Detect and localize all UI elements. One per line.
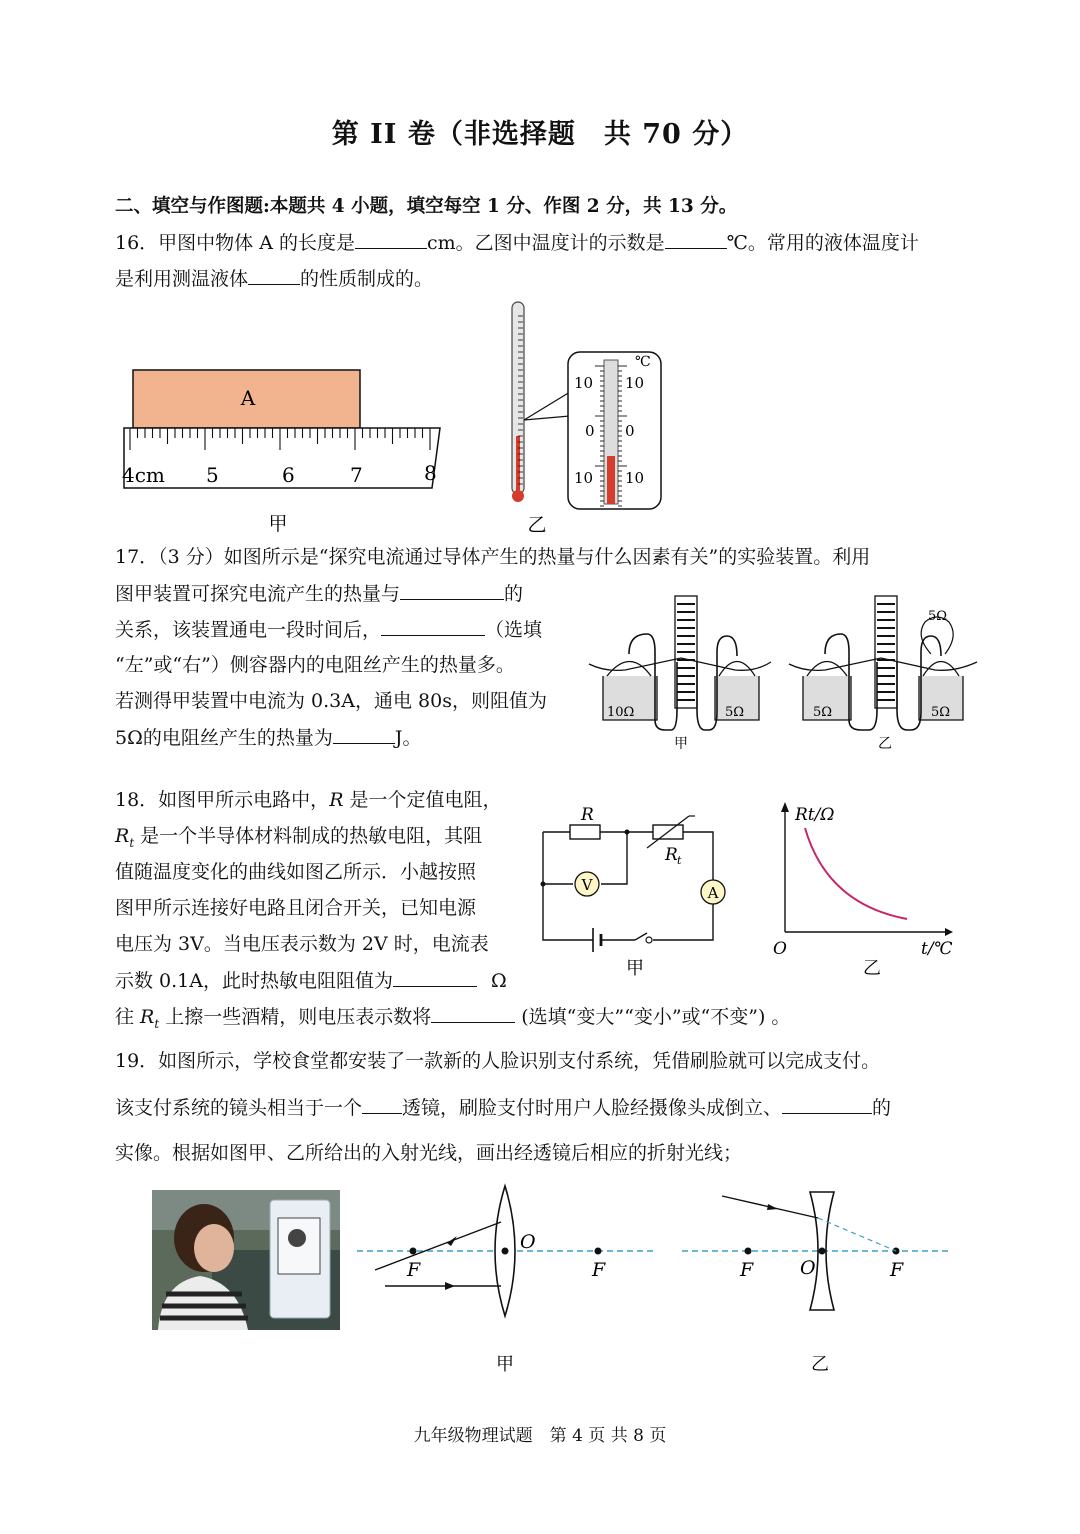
page-title: 第 II 卷（非选择题 共 70 分）	[331, 119, 749, 150]
heat-apparatus-figure	[585, 592, 980, 757]
lens-b-caption: 乙	[811, 1354, 829, 1375]
face-payment-photo	[152, 1190, 340, 1330]
circuit-figure	[535, 800, 735, 980]
rt-graph	[765, 800, 955, 980]
ruler-label-4: 4cm	[122, 463, 165, 487]
label-r: R	[581, 805, 594, 825]
concave-lens-figure	[680, 1180, 960, 1380]
svg-text:10: 10	[625, 469, 645, 487]
q19-line2: 该支付系统的镜头相当于一个 透镜，刷脸支付时用户人脸经摄像头成倒立、 的	[115, 1097, 892, 1119]
lens-a-caption: 甲	[496, 1354, 514, 1375]
q18-line6: 示数 0.1A，此时热敏电阻阻值为 Ω	[115, 970, 507, 992]
svg-text:t: t	[677, 854, 682, 867]
graph-ylabel: Rt/Ω	[795, 805, 835, 825]
q18-line2: $R_t$ 是一个半导体材料制成的热敏电阻，其阻	[115, 825, 483, 850]
graph-origin: O	[773, 939, 787, 959]
q18-blank-voltage[interactable]	[431, 1004, 515, 1023]
graph-caption: 乙	[863, 958, 881, 979]
circuit-caption: 甲	[626, 958, 644, 979]
q18-line7: 往 $R_t$ 上擦一些酒精，则电压表示数将 (选填“变大”“变小”或“不变”) 。	[115, 1006, 791, 1031]
svg-text:A: A	[707, 884, 719, 902]
apparatus-b	[789, 596, 977, 752]
apparatus-a-left: 10Ω	[607, 705, 635, 720]
apparatus-a-right: 5Ω	[725, 705, 745, 720]
q16-line2: 是利用测温液体 的性质制成的。	[115, 268, 434, 290]
apparatus-a-caption: 甲	[674, 736, 688, 752]
q16-blank-length[interactable]	[355, 230, 427, 249]
label-rt: R	[665, 845, 678, 865]
q16-blank-temp[interactable]	[665, 230, 727, 249]
q16-line1: 16．甲图中物体 A 的长度是 cm。乙图中温度计的示数是 ℃。常用的液体温度计	[115, 232, 919, 254]
svg-text:V: V	[581, 876, 593, 894]
q19-line1: 19．如图所示，学校食堂都安装了一款新的人脸识别支付系统，凭借刷脸就可以完成支付。	[115, 1050, 881, 1072]
page-footer: 九年级物理试题 第 4 页 共 8 页	[413, 1426, 667, 1446]
convex-lens-figure	[355, 1180, 655, 1380]
graph-xlabel: t/℃	[921, 939, 953, 959]
svg-text:10: 10	[574, 374, 594, 392]
apparatus-b-right: 5Ω	[931, 705, 951, 720]
q19-blank-lens[interactable]	[362, 1095, 402, 1114]
lens-b-o: O	[800, 1257, 816, 1279]
ruler-label-5: 5	[206, 463, 219, 487]
q19-line3: 实像。根据如图甲、乙所给出的入射光线，画出经透镜后相应的折射光线；	[115, 1142, 743, 1164]
q18-blank-resistance[interactable]	[393, 968, 477, 987]
lens-b-f-left: F	[740, 1259, 754, 1281]
svg-text:0: 0	[585, 422, 595, 440]
ruler-label-7: 7	[350, 463, 363, 487]
svg-text:10: 10	[625, 374, 645, 392]
apparatus-a	[589, 596, 771, 752]
apparatus-b-top: 5Ω	[928, 609, 948, 624]
lens-a-f-left: F	[407, 1259, 421, 1281]
q17-line6: 5Ω的电阻丝产生的热量为 J。	[115, 727, 422, 749]
q18-line3: 值随温度变化的曲线如图乙所示．小越按照	[115, 861, 477, 883]
q18-line5: 电压为 3V。当电压表示数为 2V 时，电流表	[115, 933, 489, 955]
resistor-r	[570, 825, 600, 839]
lens-a-o: O	[520, 1231, 536, 1253]
incident-ray-1	[375, 1222, 501, 1270]
object-a-label: A	[240, 386, 256, 410]
q17-line4: “左”或“右”）侧容器内的电阻丝产生的热量多。	[115, 654, 515, 676]
q19-blank-image[interactable]	[782, 1095, 872, 1114]
q17-blank-side[interactable]	[381, 617, 485, 636]
ruler-caption: 甲	[268, 513, 288, 535]
q18-line4: 图甲所示连接好电路且闭合开关，已知电源	[115, 897, 477, 919]
q17-blank-heat[interactable]	[333, 725, 395, 744]
q17-line3: 关系，该装置通电一段时间后， （选填	[115, 619, 543, 641]
section-heading: 二、填空与作图题:本题共 4 小题，填空每空 1 分、作图 2 分，共 13 分。	[115, 196, 738, 217]
ruler-label-8: 8	[424, 461, 437, 485]
thermometer-caption: 乙	[527, 514, 547, 536]
temp-unit: ℃	[635, 354, 651, 370]
ruler-label-6: 6	[282, 463, 295, 487]
q18-line1: 18．如图甲所示电路中，R 是一个定值电阻，	[115, 789, 502, 811]
apparatus-b-caption: 乙	[878, 736, 892, 752]
ruler-figure	[110, 360, 460, 540]
svg-text:0: 0	[625, 422, 635, 440]
rt-curve	[805, 828, 907, 919]
lens-b-f-right: F	[890, 1259, 904, 1281]
q17-line1: 17．（3 分）如图所示是“探究电流通过导体产生的热量与什么因素有关”的实验装置。利用	[115, 546, 871, 568]
q17-line5: 若测得甲装置中电流为 0.3A，通电 80s，则阻值为	[115, 690, 547, 712]
apparatus-b-left: 5Ω	[813, 705, 833, 720]
q17-blank-factor[interactable]	[400, 581, 504, 600]
liquid-column	[607, 456, 615, 504]
svg-text:10: 10	[574, 469, 594, 487]
lens-a-f-right: F	[592, 1259, 606, 1281]
q16-blank-property[interactable]	[248, 266, 300, 285]
q17-line2: 图甲装置可探究电流产生的热量与 的	[115, 583, 524, 605]
thermometer-figure	[495, 296, 675, 541]
